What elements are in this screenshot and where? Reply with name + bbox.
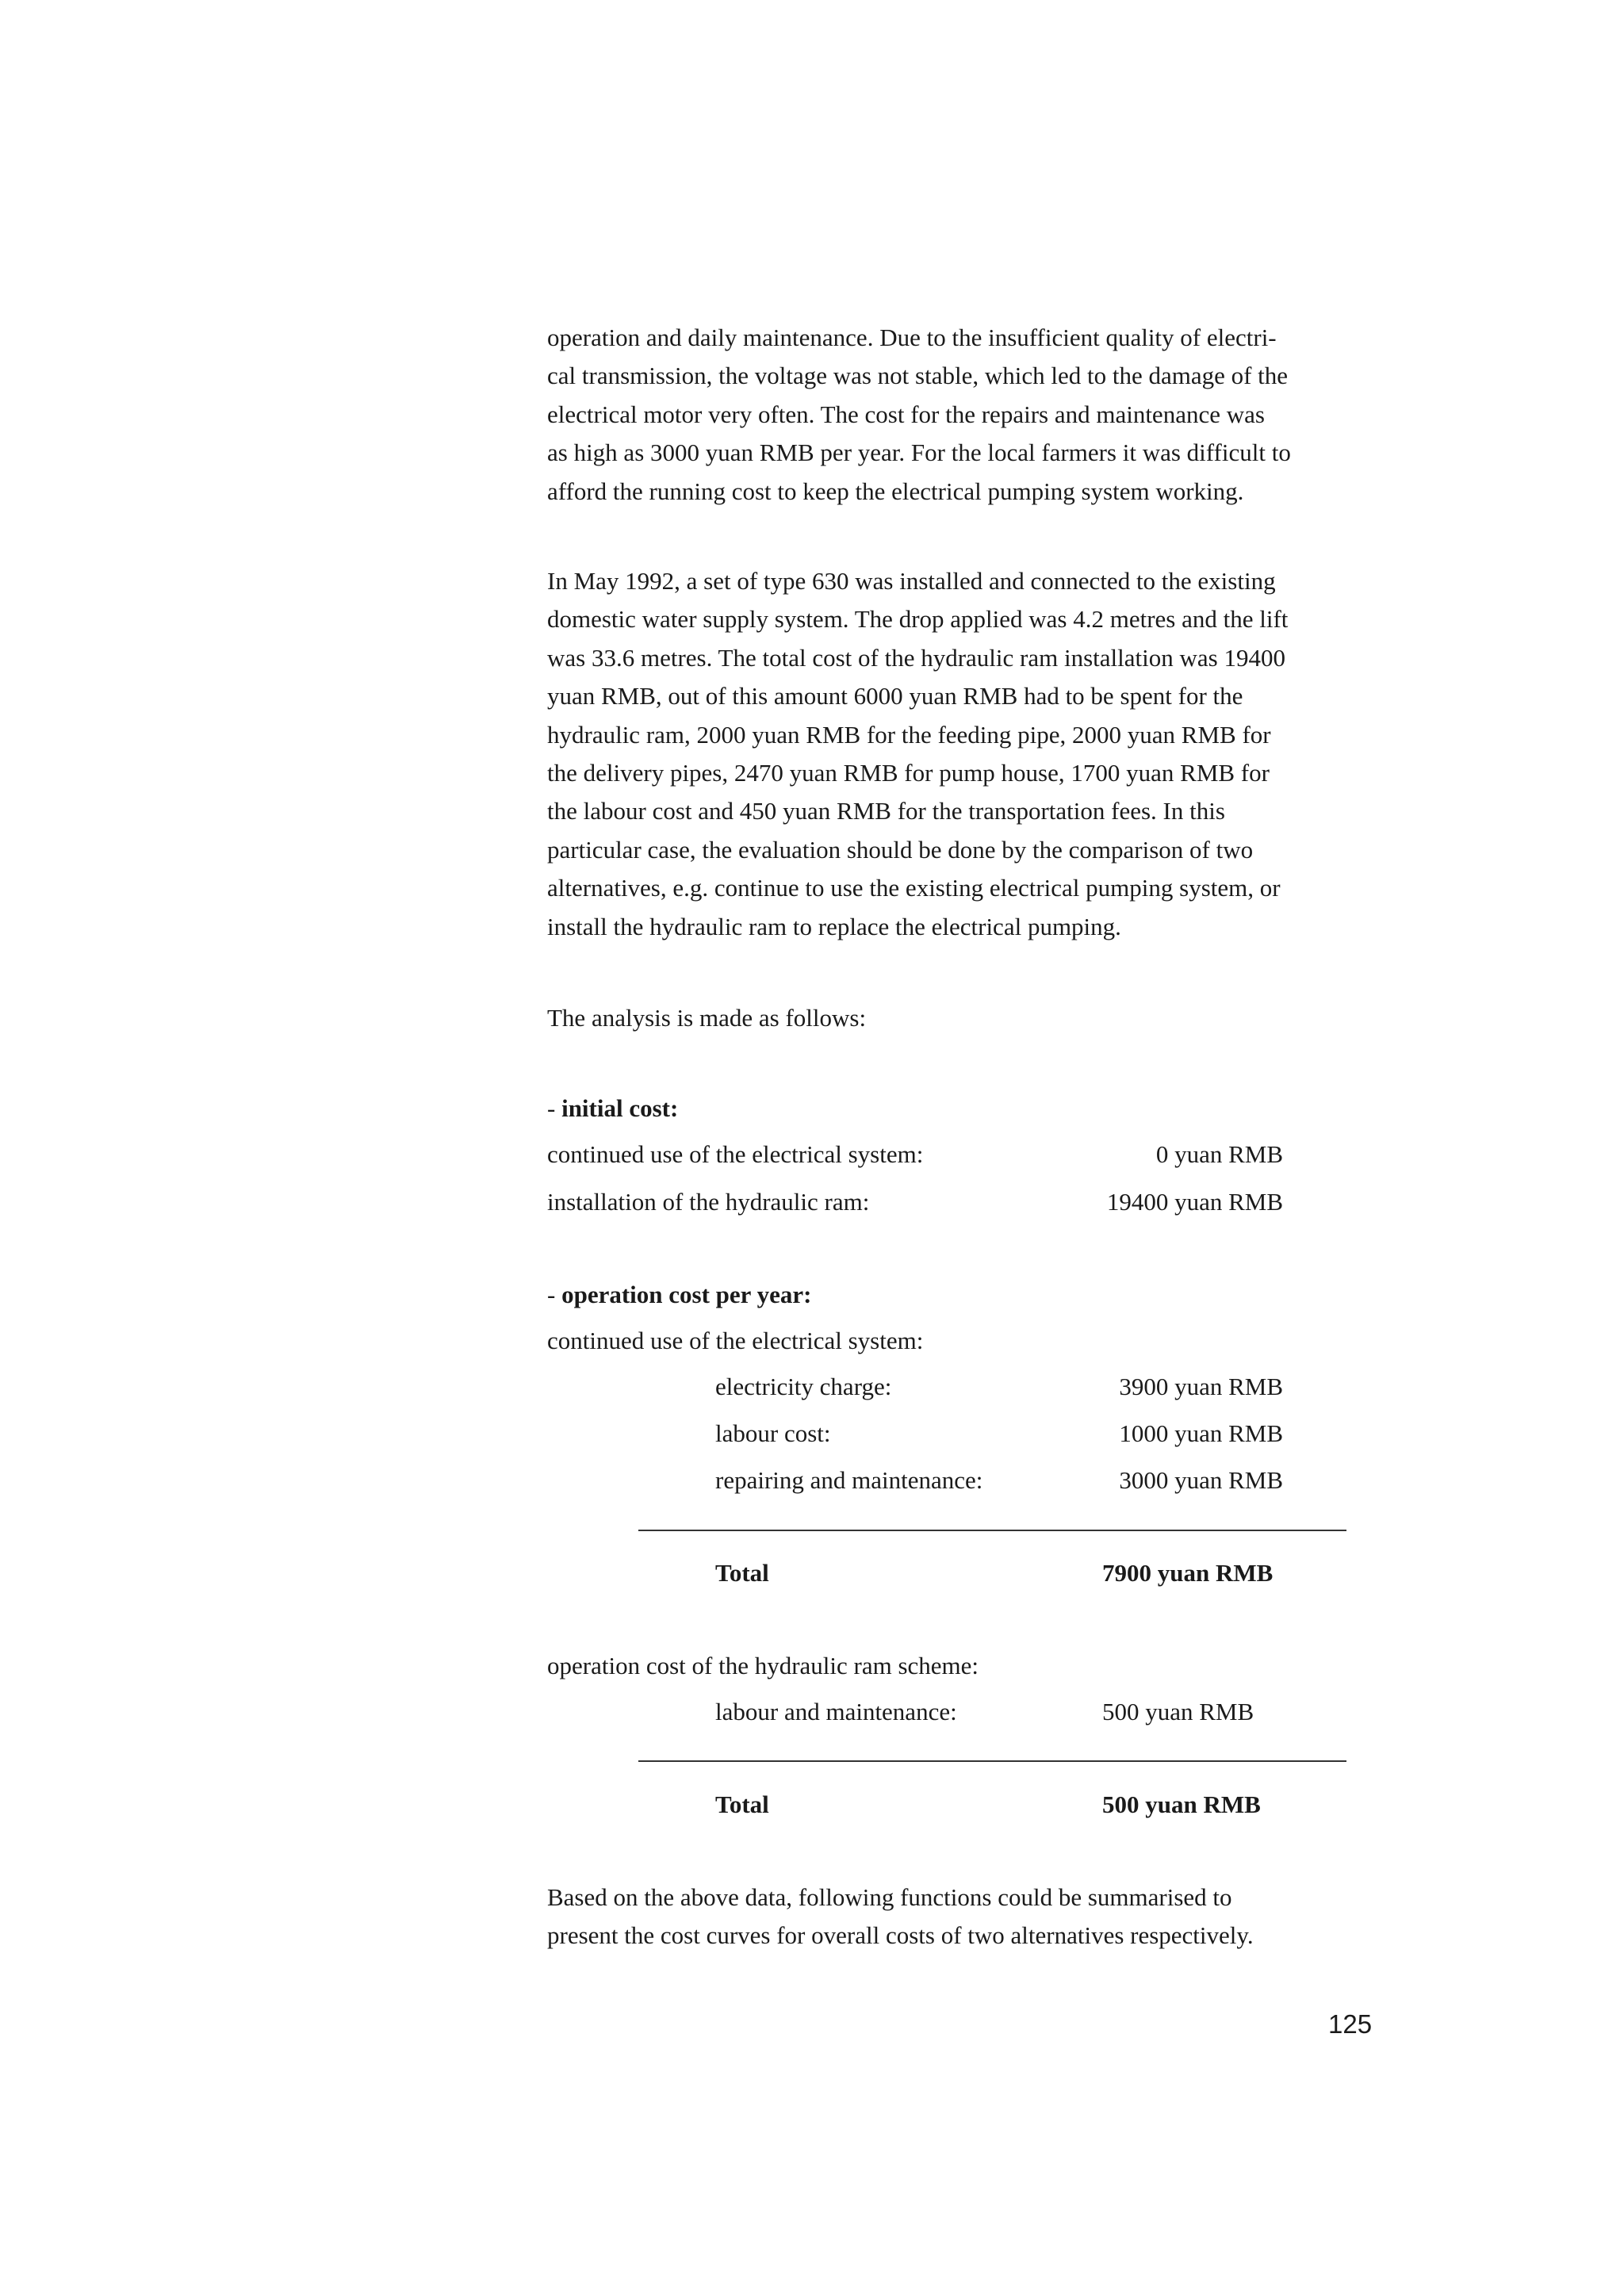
ram-cost-item-label: labour and maintenance: (715, 1698, 957, 1725)
electrical-cost-item-value: 3000 yuan RMB (1119, 1466, 1283, 1494)
electrical-cost-item-label: repairing and maintenance: (715, 1466, 983, 1494)
electrical-total-rule (638, 1530, 1346, 1531)
ram-cost-item-value: 500 yuan RMB (1102, 1698, 1254, 1725)
paragraph-conclusion: Based on the above data, following functions could be summarised to present the cost curves for overall costs of two alternatives respectively. (547, 1883, 1254, 1950)
paragraph-installation: In May 1992, a set of type 630 was installed and connected to the existing domestic water supply system. The drop applied was 4.2 metres and the lift was 33.6 metres. The total cost of the hydraulic ram installation was 19400 yuan RMB, out of this amount 6000 yuan RMB had to be spent for the hydraulic ram, 2000 yuan RMB for the feeding pipe, 2000 yuan RMB for the delivery pipes, 2470 yuan RMB for pump house, 1700 yuan RMB for the labour cost and 450 yuan RMB for the transportation fees. In this particular case, the evaluation should be done by the comparison of two alternatives, e.g. continue to use the existing electrical pumping system, or install the hydraulic ram to replace the electrical pumping. (547, 567, 1289, 940)
operation-cost-heading (547, 1279, 811, 1311)
initial-cost-heading (547, 1093, 678, 1124)
ram-total-value: 500 yuan RMB (1102, 1790, 1261, 1818)
page-number: 125 (1328, 2009, 1373, 2039)
electrical-system-label: continued use of the electrical system: (547, 1327, 924, 1354)
ram-total-label: Total (715, 1790, 769, 1818)
initial-cost-dash: - (547, 1094, 562, 1122)
operation-cost-dash: - (547, 1281, 562, 1308)
electrical-cost-item-value: 1000 yuan RMB (1119, 1419, 1283, 1447)
operation-cost-heading-text: operation cost per year: (561, 1281, 812, 1308)
initial-cost-row-value: 19400 yuan RMB (1106, 1188, 1283, 1216)
paragraph-intro: operation and daily maintenance. Due to the insufficient quality of electri- cal transmission, the voltage was not stable, which led to the damage of the electrical motor very often. The cost for the repairs and maintenance was as high as 3000 yuan RMB per year. For the local farmers it was difficult to afford the running cost to keep the electrical pumping system working. (547, 324, 1291, 505)
initial-cost-row-label: continued use of the electrical system: (547, 1140, 924, 1168)
electrical-cost-item-label: labour cost: (715, 1419, 831, 1447)
initial-cost-row-value: 0 yuan RMB (1155, 1140, 1283, 1168)
hydraulic-ram-label: operation cost of the hydraulic ram scheme: (547, 1652, 979, 1679)
initial-cost-heading-text: initial cost: (561, 1094, 679, 1122)
electrical-total-value: 7900 yuan RMB (1102, 1559, 1274, 1587)
initial-cost-row-label: installation of the hydraulic ram: (547, 1188, 870, 1216)
electrical-cost-item-label: electricity charge: (715, 1373, 892, 1400)
electrical-total-label: Total (715, 1559, 769, 1587)
ram-total-rule (638, 1760, 1346, 1762)
paragraph-analysis-intro: The analysis is made as follows: (547, 1004, 867, 1032)
electrical-cost-item-value: 3900 yuan RMB (1119, 1373, 1283, 1400)
